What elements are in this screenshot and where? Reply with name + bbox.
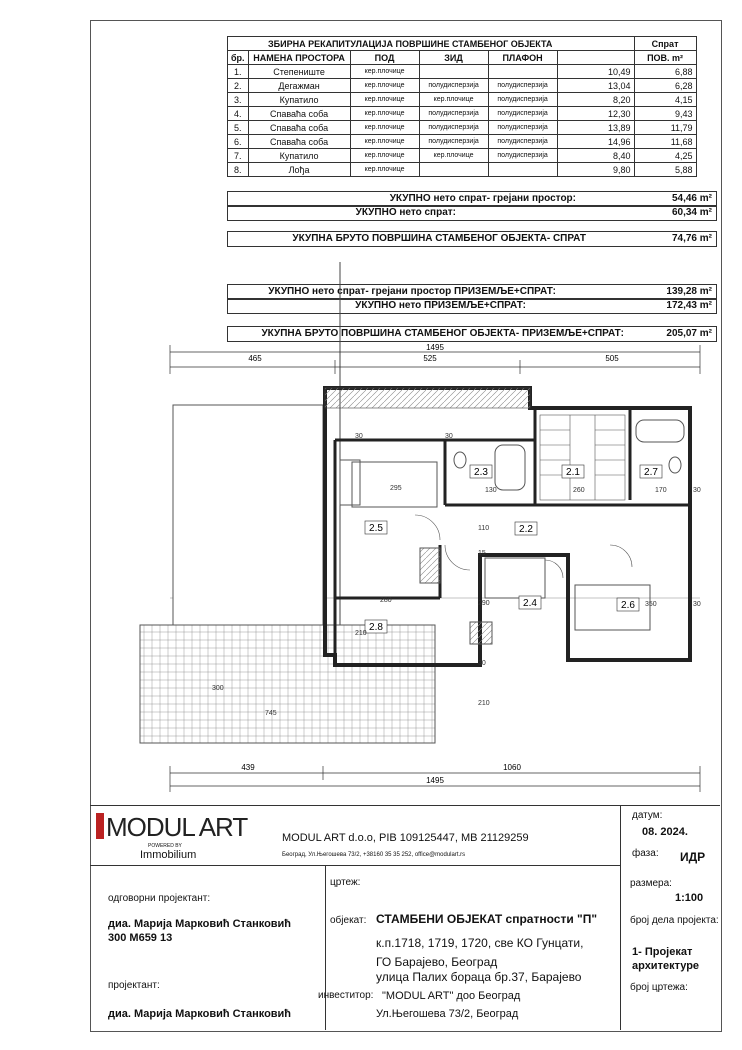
toilet-2	[669, 457, 681, 473]
recap-cell-no: 2.	[228, 79, 249, 93]
roof-area	[173, 405, 323, 625]
faza-value: ИДР	[680, 850, 706, 864]
inner-dim: 280	[380, 597, 392, 604]
recap-cell-b: 6,28	[634, 79, 696, 93]
datum-value: 08. 2024.	[642, 826, 688, 838]
total-net-heated-all-label: УКУПНО нето спрат- грејани простор ПРИЗЕМЉЕ+СПРАТ:	[268, 286, 556, 297]
bed	[485, 558, 545, 598]
dim-top-b: 525	[423, 354, 437, 363]
recap-cell-a: 8,40	[557, 149, 634, 163]
recap-cell-b: 4,25	[634, 149, 696, 163]
recap-cell-no: 3.	[228, 93, 249, 107]
licenca-number: 300 М659 13	[108, 932, 173, 944]
objekat-line-3: ГО Барајево, Београд	[376, 955, 498, 969]
inner-dim: 130	[485, 487, 497, 494]
bed	[340, 460, 360, 505]
room-2-7: 2.7	[644, 467, 658, 478]
dim-top-c: 505	[605, 354, 619, 363]
total-net-all-label: УКУПНО нето ПРИЗЕМЉЕ+СПРАТ:	[355, 300, 526, 311]
tb-top-border	[90, 805, 720, 806]
dim-bottom-b: 1060	[503, 763, 521, 772]
room-2-8: 2.8	[369, 622, 383, 633]
recap-cell-name: Лођа	[248, 163, 350, 177]
logo-sub: POWERED BY	[148, 843, 182, 849]
recap-cell-b: 9,43	[634, 107, 696, 121]
recap-cell-ceiling: полудисперзија	[488, 107, 557, 121]
projektant-name: диа. Марија Марковић Станковић	[108, 1008, 292, 1020]
room-2-6: 2.6	[621, 600, 635, 611]
room-2-3: 2.3	[474, 467, 488, 478]
logo-text: MODUL ART	[106, 812, 248, 842]
header-ceiling: ПЛАФОН	[488, 51, 557, 65]
investitor-line-2: Ул.Његошева 73/2, Београд	[376, 1008, 519, 1020]
objekat-line-1: СТАМБЕНИ ОБЈЕКАТ спратности "П"	[376, 912, 598, 926]
total-gross-all-label: УКУПНА БРУТО ПОВРШИНА СТАМБЕНОГ ОБЈЕКТА- ПРИЗЕМЉЕ+СПРАТ:	[261, 328, 624, 339]
recap-floor: Спрат	[634, 37, 696, 51]
odgovorni-name: диа. Марија Марковић Станковић	[108, 918, 292, 930]
recap-cell-no: 5.	[228, 121, 249, 135]
company-info: MODUL ART d.o.o, PIB 109125447, MB 21129259	[282, 832, 529, 844]
dim-bottom-total: 1495	[426, 776, 444, 785]
total-gross-value: 74,76 m²	[671, 233, 712, 244]
inner-dim: 30	[355, 433, 363, 440]
room-2-4: 2.4	[523, 598, 537, 609]
total-net-heated-value: 54,46 m²	[671, 193, 712, 204]
recap-cell-name: Купатило	[248, 93, 350, 107]
inner-dim: 210	[478, 700, 490, 707]
recap-cell-floor: кер.плочице	[350, 79, 419, 93]
broj-dela-label: број дела пројекта:	[630, 915, 719, 926]
recap-cell-wall: кер.плочице	[419, 93, 488, 107]
faza-label: фаза:	[632, 848, 659, 859]
total-net-heated-label: УКУПНО нето спрат- грејани простор:	[389, 193, 576, 204]
inner-dim: 30	[693, 601, 701, 608]
recap-cell-a: 14,96	[557, 135, 634, 149]
header-area-m2: ПОВ. m²	[634, 51, 696, 65]
recap-cell-a: 13,04	[557, 79, 634, 93]
razmera-label: размера:	[630, 878, 672, 889]
recap-cell-name: Степениште	[248, 65, 350, 79]
recap-cell-floor: кер.плочице	[350, 135, 419, 149]
total-net-value: 60,34 m²	[671, 207, 712, 218]
inner-dim: 290	[478, 600, 490, 607]
bottom-dimension	[170, 763, 700, 792]
inner-dim: 30	[445, 433, 453, 440]
inner-dim: 300	[212, 685, 224, 692]
inner-dim: 30	[478, 660, 486, 667]
recap-cell-ceiling: полудисперзија	[488, 93, 557, 107]
total-net-label: УКУПНО нето спрат:	[355, 207, 456, 218]
recap-cell-floor: кер.плочице	[350, 149, 419, 163]
odgovorni-label: одговорни пројектант:	[108, 893, 211, 904]
total-gross-label: УКУПНА БРУТО ПОВРШИНА СТАМБЕНОГ ОБЈЕКТА- СПРАТ	[292, 233, 586, 244]
recap-cell-wall: кер.плочице	[419, 149, 488, 163]
wardrobe	[420, 548, 440, 583]
recap-cell-name: Спаваћа соба	[248, 107, 350, 121]
recap-cell-wall: полудисперзија	[419, 135, 488, 149]
header-floor: ПОД	[350, 51, 419, 65]
total-gross-all-value: 205,07 m²	[666, 328, 712, 339]
toilet	[454, 452, 466, 468]
inner-dim: 170	[655, 487, 667, 494]
header-no: бр.	[228, 51, 249, 65]
inner-dim: 260	[573, 487, 585, 494]
recap-cell-ceiling: полудисперзија	[488, 79, 557, 93]
dim-bottom-a: 439	[241, 763, 255, 772]
recap-cell-ceiling: полудисперзија	[488, 149, 557, 163]
recap-cell-floor: кер.плочице	[350, 163, 419, 177]
company-logo	[96, 812, 247, 843]
recap-cell-b: 11,79	[634, 121, 696, 135]
tb-mid-divider	[325, 865, 326, 1030]
objekat-line-4: улица Палих бораца бр.37, Барајево	[376, 970, 582, 984]
recap-cell-name: Спаваћа соба	[248, 135, 350, 149]
recap-cell-no: 1.	[228, 65, 249, 79]
recap-cell-no: 8.	[228, 163, 249, 177]
inner-dim: 210	[355, 630, 367, 637]
recap-cell-name: Дегажман	[248, 79, 350, 93]
recap-cell-floor: кер.плочице	[350, 121, 419, 135]
inner-dim: 15	[478, 550, 486, 557]
tb-right-divider	[620, 805, 621, 1030]
logo-mark	[96, 813, 104, 839]
inner-dim: 30	[693, 487, 701, 494]
recap-cell-ceiling: полудисперзија	[488, 135, 557, 149]
header-wall: ЗИД	[419, 51, 488, 65]
recap-cell-a: 12,30	[557, 107, 634, 121]
recap-cell-b: 11,68	[634, 135, 696, 149]
recap-cell-wall: полудисперзија	[419, 107, 488, 121]
recap-cell-a: 10,49	[557, 65, 634, 79]
room-2-5: 2.5	[369, 523, 383, 534]
recap-cell-a: 9,80	[557, 163, 634, 177]
recap-cell-b: 5,88	[634, 163, 696, 177]
top-dimension	[170, 343, 700, 374]
recap-cell-floor: кер.плочице	[350, 107, 419, 121]
logo-brand: Immobilium	[140, 849, 197, 861]
dim-top-total: 1495	[426, 343, 444, 352]
inner-dim: 110	[478, 525, 490, 532]
recap-cell-b: 4,15	[634, 93, 696, 107]
objekat-line-2: к.п.1718, 1719, 1720, све КО Гунцати,	[376, 936, 584, 950]
terrace-tiles	[140, 625, 435, 743]
header-name: НАМЕНА ПРОСТОРА	[248, 51, 350, 65]
recap-cell-no: 6.	[228, 135, 249, 149]
recap-cell-floor: кер.плочице	[350, 65, 419, 79]
bathtub-2	[636, 420, 684, 442]
inner-dim: 745	[265, 710, 277, 717]
datum-label: датум:	[632, 810, 663, 821]
company-address: Београд, Ул.Његошева 73/2, +38160 35 35 252, office@modulart.rs	[282, 852, 466, 858]
projektant-label: пројектант:	[108, 980, 160, 991]
recap-cell-wall: полудисперзија	[419, 121, 488, 135]
investitor-label: инвеститор:	[318, 990, 374, 1001]
total-net-heated-all-value: 139,28 m²	[666, 286, 712, 297]
balcony-rail	[325, 388, 530, 408]
recap-cell-b: 6,88	[634, 65, 696, 79]
recap-cell-a: 8,20	[557, 93, 634, 107]
bathtub	[495, 445, 525, 490]
room-2-1: 2.1	[566, 467, 580, 478]
recap-title: ЗБИРНА РЕКАПИТУЛАЦИЈА ПОВРШИНЕ СТАМБЕНОГ ОБЈЕКТА	[228, 37, 635, 51]
dim-top-a: 465	[248, 354, 262, 363]
crtez-label: цртеж:	[330, 877, 361, 888]
inner-dim: 350	[645, 601, 657, 608]
recap-cell-no: 4.	[228, 107, 249, 121]
investitor-line-1: "MODUL ART" доо Београд	[382, 990, 521, 1002]
recap-cell-name: Купатило	[248, 149, 350, 163]
tb-row-border	[90, 865, 620, 866]
broj-crteza-label: број цртежа:	[630, 982, 688, 993]
recap-cell-ceiling: полудисперзија	[488, 121, 557, 135]
room-2-2: 2.2	[519, 524, 533, 535]
recap-cell-floor: кер.плочице	[350, 93, 419, 107]
recap-cell-a: 13,89	[557, 121, 634, 135]
recap-cell-name: Спаваћа соба	[248, 121, 350, 135]
inner-dim: 295	[390, 485, 402, 492]
broj-dela-value: 1- Пројекат архитектуре	[632, 946, 700, 972]
recap-cell-no: 7.	[228, 149, 249, 163]
total-net-all-value: 172,43 m²	[666, 300, 712, 311]
objekat-label: објекат:	[330, 915, 367, 926]
razmera-value: 1:100	[675, 892, 704, 904]
recap-cell-wall: полудисперзија	[419, 79, 488, 93]
table	[470, 622, 492, 644]
